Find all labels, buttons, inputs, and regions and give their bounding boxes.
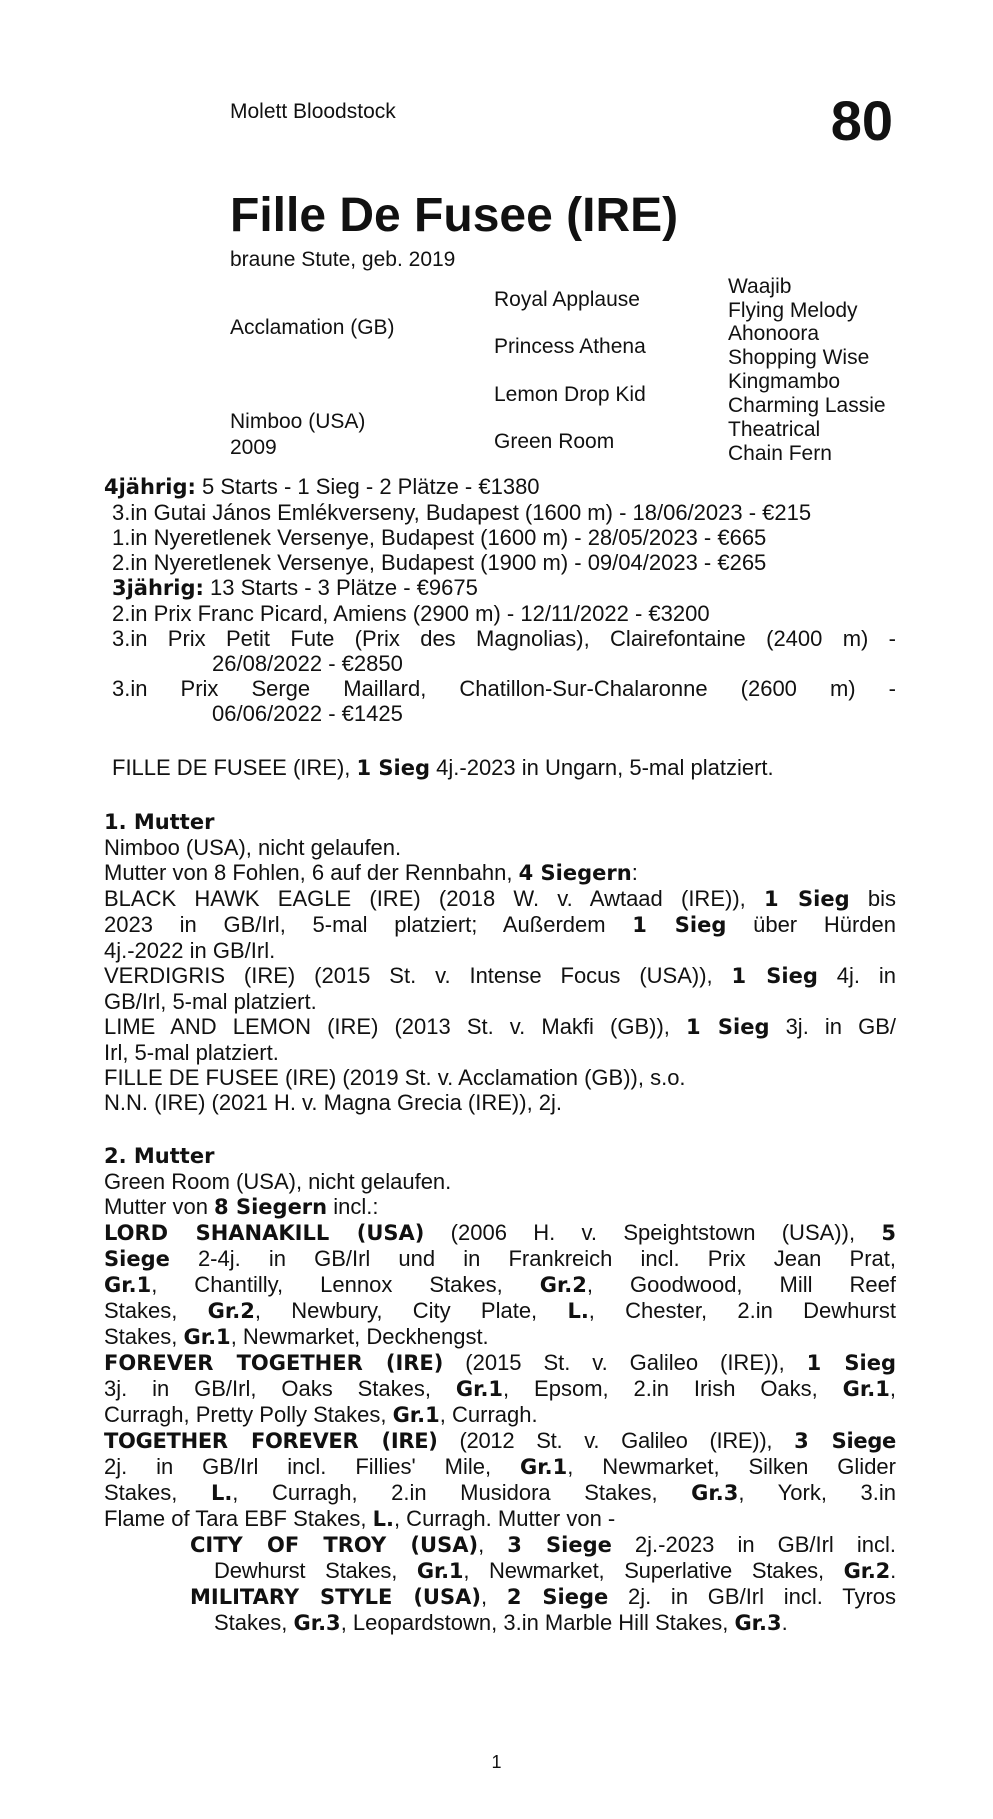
age3-stats: 13 Starts - 3 Plätze - €9675 — [203, 575, 478, 600]
consignor-name: Molett Bloodstock — [230, 100, 396, 123]
race-line: 2.in Prix Franc Picard, Amiens (2900 m) - 12/11/2022 - €3200 — [112, 601, 710, 626]
lot-number: 80 — [830, 89, 893, 152]
first-dam-line: Nimboo (USA), nicht gelaufen. — [104, 835, 402, 860]
second-dam-heading: 2. Mutter — [104, 1144, 215, 1168]
progeny-entry: FILLE DE FUSEE (IRE) (2019 St. v. Acclamation (GB)), s.o. — [104, 1065, 686, 1090]
grand-progeny-entry: CITY OF TROY (USA), 3 Siege 2j.-2023 in GB/Irl incl. Dewhurst Stakes, Gr.1, Newmarket, Superlative Stakes, Gr.2. — [190, 1532, 896, 1583]
first-dam-heading: 1. Mutter — [104, 810, 215, 834]
age4-summary — [104, 474, 896, 500]
pedigree-gen3-3: Ahonoora — [728, 322, 820, 345]
grand-progeny-entry: MILITARY STYLE (USA), 2 Siege 2j. in GB/Irl incl. Tyros Stakes, Gr.3, Leopardstown, 3.in Marble Hill Stakes, Gr.3. — [190, 1584, 896, 1635]
progeny-entry: BLACK HAWK EAGLE (IRE) (2018 W. v. Awtaad (IRE)), 1 Sieg bis 2023 in GB/Irl, 5-mal platziert; Außerdem 1 Sieg über Hürden 4j.-2022 in GB/Irl. — [104, 886, 896, 963]
catalogue-text — [104, 474, 896, 1636]
pedigree-dam: Nimboo (USA) — [230, 410, 366, 433]
second-dam-line: Green Room (USA), nicht gelaufen. — [104, 1169, 452, 1194]
progeny-entry: TOGETHER FOREVER (IRE) (2012 St. v. Galileo (IRE)), 3 Siege 2j. in GB/Irl incl. Fillies' Mile, Gr.1, Newmarket, Silken Glider Stakes, L., Curragh, 2.in Musidora Stakes, Gr.3, York, 3.in Flame of Tara EBF Stakes, L., Curragh. Mutter von - — [104, 1428, 896, 1531]
race-line: 3.in Prix Serge Maillard, Chatillon-Sur-Chalaronne (2600 m) - — [112, 676, 896, 701]
age3-label: 3jährig: — [112, 576, 204, 600]
pedigree-dam-dam: Green Room — [494, 430, 615, 453]
pedigree-gen3-6: Charming Lassie — [728, 394, 886, 417]
horse-description: braune Stute, geb. 2019 — [230, 248, 456, 271]
pedigree-gen3-2: Flying Melody — [728, 299, 858, 322]
race-line-cont: 06/06/2022 - €1425 — [212, 701, 403, 726]
race-line: 3.in Gutai János Emlékverseny, Budapest (1600 m) - 18/06/2023 - €215 — [112, 500, 812, 525]
page-number: 1 — [491, 1752, 502, 1772]
pedigree-sire-dam: Princess Athena — [494, 335, 646, 358]
first-dam-produce: Mutter von 8 Fohlen, 6 auf der Rennbahn, 4 Siegern: — [104, 860, 638, 885]
age3-summary — [104, 575, 896, 601]
race-line: 2.in Nyeretlenek Versenye, Budapest (1900 m) - 09/04/2023 - €265 — [112, 550, 767, 575]
progeny-entry: VERDIGRIS (IRE) (2015 St. v. Intense Focus (USA)), 1 Sieg 4j. in GB/Irl, 5-mal platziert. — [104, 963, 897, 1014]
progeny-entry: LORD SHANAKILL (USA) (2006 H. v. Speightstown (USA)), 5 Siege 2-4j. in GB/Irl und in Frankreich incl. Prix Jean Prat, Gr.1, Chantilly, Lennox Stakes, Gr.2, Goodwood, Mill Reef Stakes, Gr.2, Newbury, City Plate, L., Chester, 2.in Dewhurst Stakes, Gr.1, Newmarket, Deckhengst. — [104, 1220, 897, 1349]
pedigree-sire: Acclamation (GB) — [230, 316, 395, 339]
pedigree-gen3-5: Kingmambo — [728, 370, 841, 393]
second-dam-produce: Mutter von 8 Siegern incl.: — [104, 1194, 379, 1219]
pedigree-gen3-7: Theatrical — [728, 418, 821, 441]
pedigree-sire-sire: Royal Applause — [494, 288, 640, 311]
race-line: 1.in Nyeretlenek Versenye, Budapest (1600 m) - 28/05/2023 - €665 — [112, 525, 767, 550]
pedigree-gen3-1: Waajib — [728, 275, 792, 298]
progeny-entry: LIME AND LEMON (IRE) (2013 St. v. Makfi (GB)), 1 Sieg 3j. in GB/ Irl, 5-mal platziert. — [104, 1014, 896, 1065]
pedigree-dam-sire: Lemon Drop Kid — [494, 383, 646, 406]
pedigree-gen3-8: Chain Fern — [728, 442, 832, 465]
progeny-entry: N.N. (IRE) (2021 H. v. Magna Grecia (IRE)), 2j. — [104, 1090, 563, 1115]
race-line-cont: 26/08/2022 - €2850 — [212, 651, 403, 676]
progeny-entry: FOREVER TOGETHER (IRE) (2015 St. v. Galileo (IRE)), 1 Sieg 3j. in GB/Irl, Oaks Stakes, Gr.1, Epsom, 2.in Irish Oaks, Gr.1, Curragh, Pretty Polly Stakes, Gr.1, Curragh. — [104, 1350, 896, 1427]
horse-name: Fille De Fusee (IRE) — [230, 189, 679, 242]
race-line: 3.in Prix Petit Fute (Prix des Magnolias), Clairefontaine (2400 m) - — [112, 626, 896, 651]
horse-summary: FILLE DE FUSEE (IRE), 1 Sieg 4j.-2023 in Ungarn, 5-mal platziert. — [112, 755, 774, 780]
age4-stats: 5 Starts - 1 Sieg - 2 Plätze - €1380 — [195, 474, 540, 499]
age4-label: 4jährig: — [104, 475, 196, 499]
pedigree-dam-year: 2009 — [230, 436, 277, 459]
pedigree-gen3-4: Shopping Wise — [728, 346, 870, 369]
